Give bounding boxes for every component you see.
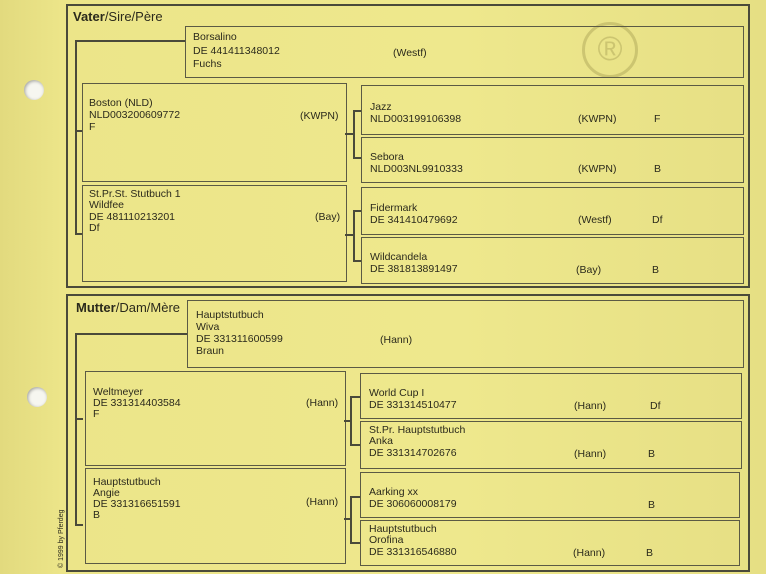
sire-bracket-line — [75, 40, 77, 235]
sd-dam-color: B — [652, 264, 660, 276]
dam-sire-name: Weltmeyer — [93, 386, 143, 398]
punch-hole — [24, 80, 44, 100]
dam-reg: DE 331311600599 — [196, 333, 283, 345]
sire-studbook: (Westf) — [393, 47, 427, 59]
sire-connector — [75, 40, 185, 42]
dam-sire-color: F — [93, 408, 100, 420]
dam-dam-name: Hauptstutbuch — [93, 476, 161, 488]
sd-sire-name: Fidermark — [370, 202, 418, 214]
dam-sire-studbook: (Hann) — [306, 397, 339, 409]
dd-sire-color: B — [648, 499, 656, 511]
dam-color: Braun — [196, 345, 225, 357]
ss-sire-connector — [353, 110, 361, 112]
sd-sire-studbook: (Westf) — [578, 214, 612, 226]
registered-trademark-watermark: ® — [582, 22, 638, 78]
dd-dam-color: B — [646, 547, 654, 559]
ds-dam-connector — [350, 444, 360, 446]
ds-dam-name2: Anka — [369, 435, 393, 447]
sd-dam-name: Wildcandela — [370, 251, 428, 263]
dam-dam-studbook: (Hann) — [306, 496, 339, 508]
dam-section-title: Mutter/Dam/Mère — [76, 300, 181, 315]
dam-sire-connector — [75, 418, 83, 420]
ss-sire-studbook: (KWPN) — [578, 113, 617, 125]
ds-connector — [344, 420, 351, 422]
sire-reg: DE 441411348012 — [193, 45, 280, 57]
ds-dam-reg: DE 331314702676 — [369, 447, 457, 459]
dd-dam-studbook: (Hann) — [573, 547, 606, 559]
sire-sire-studbook: (KWPN) — [300, 110, 339, 122]
dd-dam-name: Hauptstutbuch — [369, 523, 437, 535]
ss-connector — [345, 133, 354, 135]
dam-dam-reg: DE 331316651591 — [93, 498, 181, 510]
ss-dam-reg: NLD003NL9910333 — [370, 163, 463, 175]
sd-sire-box — [361, 187, 744, 235]
copyright-footer: © 1999 by Pferdeg — [58, 509, 65, 568]
dd-connector — [344, 518, 351, 520]
dd-sire-reg: DE 306060008179 — [369, 498, 457, 510]
sd-dam-reg: DE 381813891497 — [370, 263, 458, 275]
sire-dam-name2: Wildfee — [89, 199, 125, 211]
ss-sire-reg: NLD003199106398 — [370, 113, 462, 125]
dd-dam-reg: DE 331316546880 — [369, 546, 457, 558]
sire-section-title: Vater/Sire/Père — [73, 9, 163, 24]
ds-sire-connector — [350, 396, 360, 398]
ss-dam-connector — [353, 157, 361, 159]
dam-dam-connector — [75, 524, 83, 526]
ss-sire-box — [361, 85, 744, 135]
sire-dam-reg: DE 481110213201 — [89, 211, 176, 223]
dam-dam-name2: Angie — [93, 487, 120, 499]
ds-sire-color: Df — [650, 400, 661, 412]
ss-sire-color: F — [654, 113, 661, 125]
dd-dam-name2: Orofina — [369, 534, 404, 546]
dam-connector — [75, 333, 187, 335]
ds-sire-reg: DE 331314510477 — [369, 399, 457, 411]
dd-sire-connector — [350, 496, 360, 498]
sd-dam-studbook: (Bay) — [576, 264, 602, 276]
ss-sire-name: Jazz — [370, 101, 392, 113]
ds-sire-studbook: (Hann) — [574, 400, 607, 412]
sire-dam-color: Df — [89, 222, 100, 234]
ss-dam-box — [361, 137, 744, 183]
sire-dam-name: St.Pr.St. Stutbuch 1 — [89, 188, 181, 200]
dd-dam-connector — [350, 542, 360, 544]
sd-dam-connector — [353, 260, 361, 262]
sire-name: Borsalino — [193, 31, 237, 43]
dam-dam-color: B — [93, 509, 101, 521]
punch-hole — [27, 387, 47, 407]
dam-bracket-line — [75, 333, 77, 526]
sd-connector — [345, 234, 354, 236]
ds-dam-color: B — [648, 448, 656, 460]
dam-sire-reg: DE 331314403584 — [93, 397, 181, 409]
sire-sire-color: F — [89, 121, 96, 133]
sire-dam-studbook: (Bay) — [315, 211, 341, 223]
sd-sire-connector — [353, 210, 361, 212]
dam-name: Hauptstutbuch — [196, 309, 264, 321]
ds-dam-studbook: (Hann) — [574, 448, 607, 460]
ss-dam-name: Sebora — [370, 151, 404, 163]
sd-sire-reg: DE 341410479692 — [370, 214, 458, 226]
ds-dam-name: St.Pr. Hauptstutbuch — [369, 424, 466, 436]
ss-dam-color: B — [654, 163, 662, 175]
dd-bracket — [350, 496, 352, 544]
ss-dam-studbook: (KWPN) — [578, 163, 617, 175]
dam-name2: Wiva — [196, 321, 220, 333]
dam-studbook: (Hann) — [380, 334, 413, 346]
dd-sire-name: Aarking xx — [369, 486, 419, 498]
ds-sire-name: World Cup I — [369, 387, 425, 399]
sire-sire-reg: NLD003200609772 — [89, 109, 181, 121]
sire-color: Fuchs — [193, 58, 222, 70]
sd-bracket — [353, 210, 355, 262]
sd-sire-color: Df — [652, 214, 663, 226]
sire-sire-name: Boston (NLD) — [89, 97, 153, 109]
